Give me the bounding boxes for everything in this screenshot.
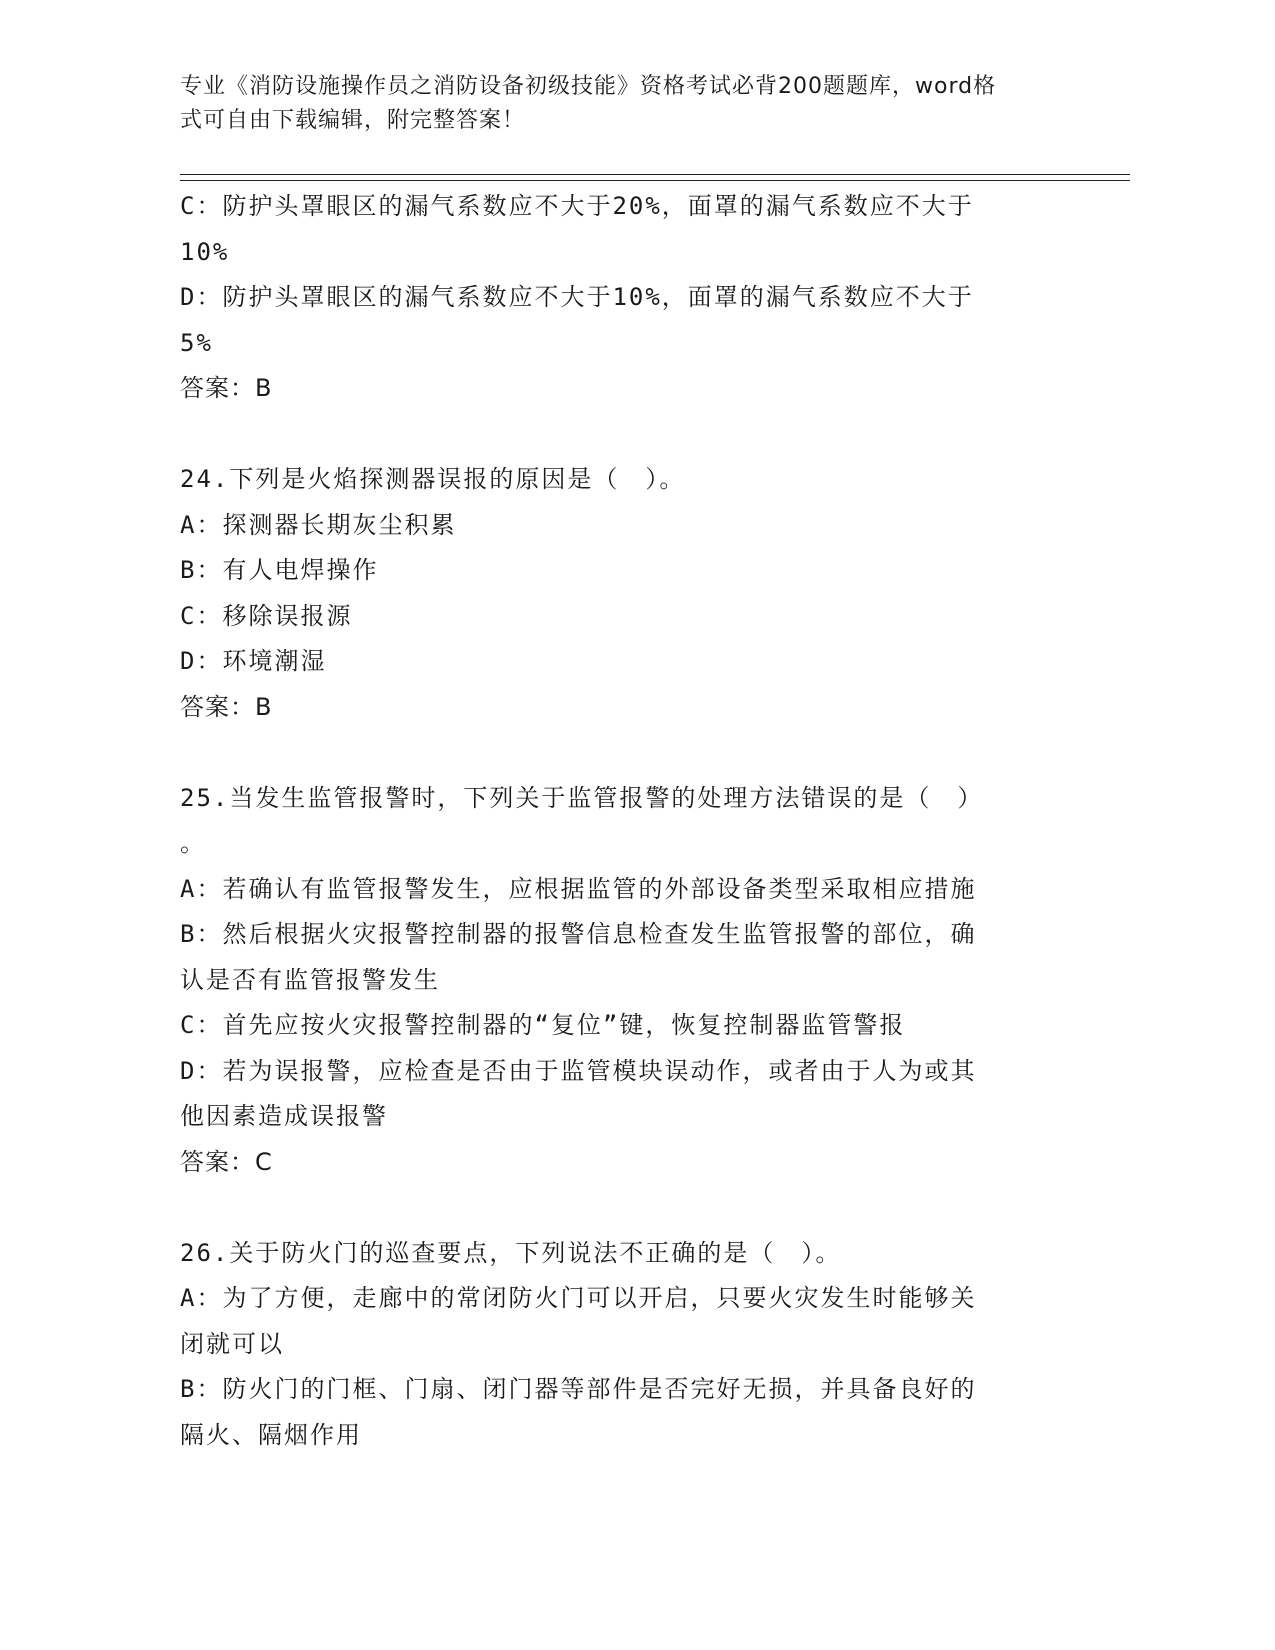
answer-line: 答案：C <box>180 1147 273 1176</box>
question-25 <box>180 776 1080 1186</box>
option-b-line-2: 认是否有监管报警发生 <box>180 965 440 994</box>
question-23-tail <box>180 184 1080 412</box>
question-stem-line-2: 。 <box>180 829 206 857</box>
option-a: A：若确认有监管报警发生，应根据监管的外部设备类型采取相应措施 <box>180 874 977 903</box>
option-d-line-1: D：若为误报警，应检查是否由于监管模块误动作，或者由于人为或其 <box>180 1056 977 1085</box>
option-c-line-2: 10% <box>180 237 230 266</box>
option-c: C：移除误报源 <box>180 601 353 630</box>
spacer <box>180 412 1080 458</box>
answer-line: 答案：B <box>180 692 273 721</box>
spacer <box>180 1185 1080 1231</box>
question-stem: 24.下列是火焰探测器误报的原因是（ ）。 <box>180 465 686 493</box>
question-24 <box>180 457 1080 730</box>
header-divider-bottom <box>180 180 1130 181</box>
option-b: B：有人电焊操作 <box>180 556 379 584</box>
question-stem-line-1: 25.当发生监管报警时，下列关于监管报警的处理方法错误的是（ ） <box>180 783 984 812</box>
option-b-line-1: B：然后根据火灾报警控制器的报警信息检查发生监管报警的部位，确 <box>180 920 977 948</box>
option-b-line-2: 隔火、隔烟作用 <box>180 1420 362 1449</box>
option-c-line-1: C：防护头罩眼区的漏气系数应不大于20%，面罩的漏气系数应不大于 <box>180 192 974 220</box>
question-26 <box>180 1231 1080 1459</box>
document-header <box>180 70 1080 138</box>
option-d-line-1: D：防护头罩眼区的漏气系数应不大于10%，面罩的漏气系数应不大于 <box>180 283 974 311</box>
option-a-line-2: 闭就可以 <box>180 1329 284 1358</box>
header-line-2: 式可自由下载编辑，附完整答案！ <box>180 108 526 133</box>
question-stem: 26.关于防火门的巡查要点，下列说法不正确的是（ ）。 <box>180 1238 842 1267</box>
header-line-1: 专业《消防设施操作员之消防设备初级技能》资格考试必背200题题库，word格 <box>180 74 997 99</box>
option-d-line-2: 他因素造成误报警 <box>180 1102 388 1130</box>
option-a: A：探测器长期灰尘积累 <box>180 510 457 539</box>
option-d: D：环境潮湿 <box>180 647 327 675</box>
option-c: C：首先应按火灾报警控制器的“复位”键，恢复控制器监管警报 <box>180 1011 906 1039</box>
option-b-line-1: B：防火门的门框、门扇、闭门器等部件是否完好无损，并具备良好的 <box>180 1375 977 1403</box>
option-d-line-2: 5% <box>180 328 213 357</box>
answer-line: 答案：B <box>180 374 273 402</box>
document-body <box>180 184 1080 1458</box>
header-divider-top <box>180 174 1130 175</box>
option-a-line-1: A：为了方便，走廊中的常闭防火门可以开启，只要火灾发生时能够关 <box>180 1284 977 1312</box>
spacer <box>180 730 1080 776</box>
